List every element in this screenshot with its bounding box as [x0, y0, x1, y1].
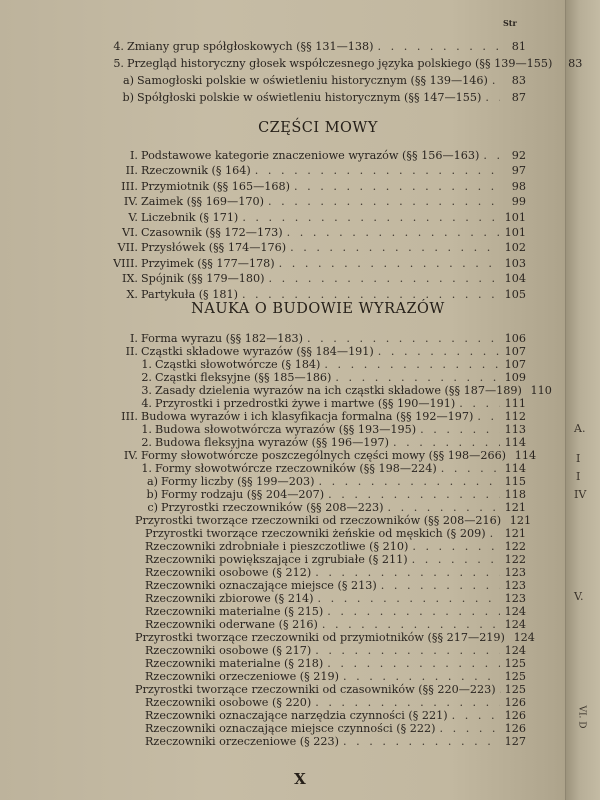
entry-title: Rzeczowniki orzeczeniowe (§ 223) [145, 735, 339, 748]
entry-page: 97 [511, 164, 526, 178]
entry-title: Budowa fleksyjna wyrazów (§§ 196—197) [155, 436, 389, 449]
dot-leader [268, 195, 500, 209]
entry-title: Rzeczowniki osobowe (§ 212) [145, 566, 312, 579]
entry-page: 121 [504, 527, 526, 540]
toc-entry [110, 57, 583, 71]
entry-page: 104 [504, 272, 526, 286]
dot-leader [242, 288, 500, 302]
dot-leader [290, 241, 500, 255]
entry-page: 126 [504, 722, 526, 735]
entry-number: IV. [123, 449, 138, 462]
entry-number: III. [121, 410, 138, 423]
entry-page: 101 [504, 226, 526, 239]
entry-title: Przyimek (§§ 177—178) [141, 256, 275, 270]
entry-page: 92 [511, 149, 526, 162]
entry-page: 125 [504, 670, 526, 683]
entry-title: Spójnik (§§ 179—180) [141, 272, 265, 286]
entry-page: 125 [504, 683, 526, 696]
entry-title: Rzeczowniki osobowe (§ 220) [145, 696, 312, 709]
entry-number: 1. [141, 462, 152, 475]
entry-title: Rzeczowniki zdrobniałe i pieszczotliwe (§ 210) [145, 540, 409, 553]
entry-title: Przysłówek (§§ 174—176) [141, 241, 287, 255]
dot-leader [287, 226, 500, 240]
entry-page: 107 [504, 358, 526, 371]
entry-page: 98 [511, 179, 526, 193]
entry-page: 111 [504, 397, 526, 410]
entry-page: 118 [504, 488, 526, 501]
entry-page: 102 [504, 241, 526, 255]
entry-title: Zasady dzielenia wyrazów na ich cząstki składowe (§§ 187—189) [155, 384, 522, 397]
entry-title: Cząstki fleksyjne (§§ 185—186) [155, 371, 332, 384]
entry-title: Rzeczowniki zbiorowe (§ 214) [145, 592, 314, 605]
edge-fragment: I [576, 470, 581, 483]
entry-page: 87 [511, 91, 526, 104]
entry-page: 110 [530, 384, 552, 397]
entry-number: VI. [121, 226, 138, 239]
dot-leader [269, 272, 500, 286]
entry-number: 4. [141, 397, 152, 410]
dot-leader [279, 257, 500, 271]
entry-number: IV. [123, 195, 138, 209]
entry-title: Rzeczowniki oznaczające miejsce (§ 213) [145, 579, 377, 592]
entry-title: Przyrostki tworzące rzeczowniki żeńskie od męskich (§ 209) [145, 527, 486, 540]
entry-title: Budowa wyrazów i ich klasyfikacja formalna (§§ 192—197) [141, 410, 474, 423]
entry-page: 112 [504, 410, 526, 423]
entry-title: Formy słowotwórcze rzeczowników (§§ 198—224) [155, 462, 437, 475]
edge-fragment: VI. D [576, 705, 587, 729]
entry-title: Formy słowotwórcze poszczególnych części mowy (§§ 198—266) [141, 449, 507, 462]
entry-number: VIII. [113, 256, 138, 270]
entry-number: III. [121, 179, 138, 193]
entry-title: Przegląd historyczny głosek współczesnego języka polskiego (§§ 139—155) [127, 57, 553, 70]
edge-fragment: I [576, 452, 581, 465]
entry-number: 1. [141, 358, 152, 371]
entry-number: I. [130, 149, 138, 162]
entry-page: 109 [504, 371, 526, 384]
entry-title: Formy liczby (§§ 199—203) [161, 475, 315, 488]
entry-number: II. [125, 345, 138, 358]
entry-title: Rzeczowniki osobowe (§ 217) [145, 644, 312, 657]
entry-page: 115 [504, 475, 526, 488]
entry-title: Zmiany grup spółgłoskowych (§§ 131—138) [127, 40, 374, 53]
entry-title: Rzeczowniki materialne (§ 218) [145, 657, 324, 670]
entry-page: 103 [504, 256, 526, 270]
entry-number: VII. [117, 241, 138, 255]
entry-number: II. [125, 164, 138, 178]
toc-entry [110, 226, 526, 240]
entry-number: 2. [141, 371, 152, 384]
entry-number: 3. [141, 384, 152, 397]
toc-entry [120, 74, 526, 88]
entry-page: 124 [504, 618, 526, 631]
entry-number: b) [122, 91, 134, 104]
entry-number: c) [147, 501, 158, 514]
entry-page: 106 [504, 332, 526, 345]
entry-page: 124 [504, 644, 526, 657]
entry-number: V. [128, 210, 138, 224]
entry-title: Rzeczowniki powiększające i zgrubiałe (§ 211) [145, 553, 408, 566]
entry-page: 83 [511, 74, 526, 87]
entry-title: Forma wyrazu (§§ 182—183) [141, 332, 304, 345]
entry-page: 122 [504, 553, 526, 566]
toc-entry [110, 164, 526, 178]
page-column-label: Str [503, 18, 517, 28]
entry-title: Przyrostki tworzące rzeczowniki od czasowników (§§ 220—223) [135, 683, 496, 696]
dot-leader [492, 74, 500, 88]
entry-page: 126 [504, 696, 526, 709]
entry-title: Czasownik (§§ 172—173) [141, 226, 283, 239]
entry-page: 121 [504, 501, 526, 514]
edge-fragment: IV [574, 488, 587, 501]
toc-entry [110, 272, 526, 286]
entry-title: Przyrostki rzeczowników (§§ 208—223) [161, 501, 384, 514]
adjacent-page-edge [565, 0, 600, 800]
dot-leader [377, 40, 500, 54]
dot-leader [242, 211, 500, 225]
toc-entry [110, 241, 526, 255]
entry-title: Rzeczownik (§ 164) [141, 164, 251, 178]
entry-title: Spółgłoski polskie w oświetleniu historycznym (§§ 147—155) [137, 91, 482, 104]
entry-number: a) [122, 74, 134, 87]
entry-number: 4. [113, 40, 124, 53]
entry-page: 101 [504, 210, 526, 224]
toc-entry [142, 735, 526, 749]
entry-page: 113 [504, 423, 526, 436]
entry-title: Przymiotnik (§§ 165—168) [141, 179, 290, 193]
entry-page: 105 [504, 287, 526, 301]
toc-entry [110, 195, 526, 209]
entry-page: 99 [511, 195, 526, 209]
entry-title: Rzeczowniki oznaczające narzędzia czynności (§ 221) [145, 709, 448, 722]
dot-leader [343, 735, 500, 749]
edge-fragment: V. [574, 590, 584, 603]
dot-leader [483, 149, 500, 163]
entry-title: Partykuła (§ 181) [141, 287, 238, 301]
toc-entry [110, 180, 526, 194]
entry-number: b) [146, 488, 158, 501]
entry-title: Przyrostki tworzące rzeczowniki od rzeczowników (§§ 208—216) [135, 514, 502, 527]
entry-title: Samogłoski polskie w oświetleniu historycznym (§§ 139—146) [137, 74, 488, 87]
entry-page: 114 [504, 436, 526, 449]
entry-title: Liczebnik (§ 171) [141, 210, 239, 224]
toc-entry [110, 149, 526, 163]
entry-page: 121 [509, 514, 532, 527]
entry-number: I. [130, 332, 138, 345]
entry-page: 126 [504, 709, 526, 722]
entry-title: Przyrostki tworzące rzeczowniki od przymiotników (§§ 217—219) [135, 631, 505, 644]
entry-number: 1. [141, 423, 152, 436]
entry-page: 124 [513, 631, 535, 644]
entry-page: 124 [504, 605, 526, 618]
entry-page: 122 [504, 540, 526, 553]
entry-title: Rzeczowniki oznaczające miejsce czynności (§ 222) [145, 722, 436, 735]
entry-title: Formy rodzaju (§§ 204—207) [161, 488, 325, 501]
entry-title: Przyrostki i przedrostki żywe i martwe (§§ 190—191) [155, 397, 456, 410]
entry-title: Rzeczowniki oderwane (§ 216) [145, 618, 318, 631]
toc-entry [110, 211, 526, 225]
toc-entry [120, 91, 526, 105]
entry-page: 81 [511, 40, 526, 53]
edge-fragment: A. [574, 422, 586, 435]
section-heading-word-formation: NAUKA O BUDOWIE WYRAZÓW [191, 301, 445, 317]
section-heading-parts-of-speech: CZĘŚCI MOWY [258, 120, 378, 136]
entry-title: Budowa słowotwórcza wyrazów (§§ 193—195) [155, 423, 417, 436]
entry-number: X. [126, 287, 138, 301]
entry-number: a) [146, 475, 158, 488]
entry-page: 114 [514, 449, 537, 462]
entry-title: Zaimek (§§ 169—170) [141, 195, 264, 209]
entry-title: Cząstki słowotwórcze (§ 184) [155, 358, 321, 371]
entry-page: 125 [504, 657, 526, 670]
page-number: X [294, 770, 306, 788]
entry-page: 107 [504, 345, 526, 358]
entry-page: 123 [504, 579, 526, 592]
dot-leader [255, 164, 500, 178]
toc-entry [110, 288, 526, 302]
entry-number: IX. [122, 272, 138, 286]
entry-title: Podstawowe kategorie znaczeniowe wyrazów (§§ 156—163) [141, 149, 480, 162]
entry-page: 127 [504, 735, 526, 748]
entry-page: 114 [504, 462, 526, 475]
entry-title: Cząstki składowe wyrazów (§§ 184—191) [141, 345, 374, 358]
entry-number: 2. [141, 436, 152, 449]
entry-page: 83 [568, 57, 583, 70]
entry-title: Rzeczowniki materialne (§ 215) [145, 605, 324, 618]
entry-page: 123 [504, 592, 526, 605]
toc-entry [110, 257, 526, 271]
entry-number: 5. [113, 57, 124, 70]
dot-leader [294, 180, 500, 194]
entry-page: 123 [504, 566, 526, 579]
dot-leader [485, 91, 500, 105]
toc-entry [110, 40, 526, 54]
entry-title: Rzeczowniki orzeczeniowe (§ 219) [145, 670, 339, 683]
